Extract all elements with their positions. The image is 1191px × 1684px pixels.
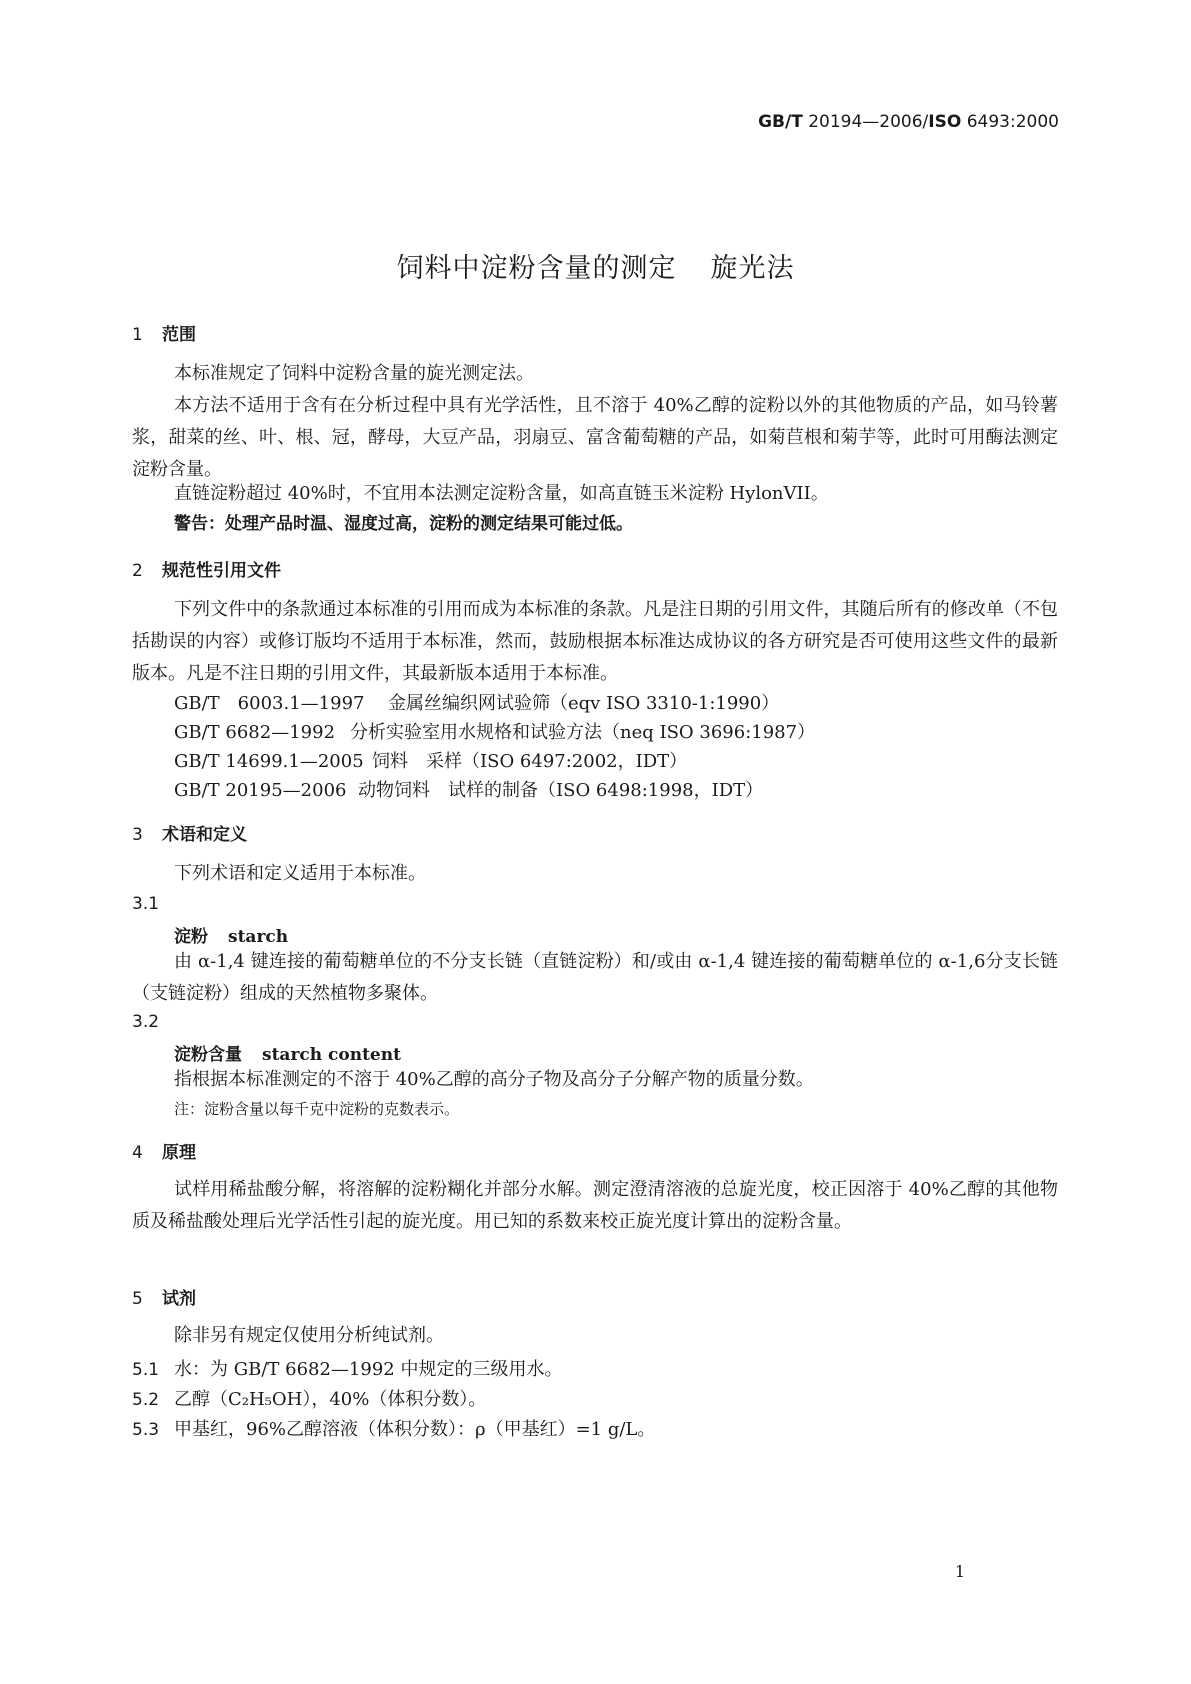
term-heading: 淀粉含量 starch content [174,1045,401,1065]
section-1-para-1: 本标准规定了饲料中淀粉含量的旋光测定法。 [174,363,534,384]
section-3-para-1: 下列术语和定义适用于本标准。 [174,863,426,884]
reagent-item: 5.2 乙醇（C₂H₅OH），40%（体积分数）。 [132,1389,487,1410]
section-5-para-1: 除非另有规定仅使用分析纯试剂。 [174,1325,444,1346]
standard-code: GB/T 20194—2006/ISO 6493:2000 [758,112,1059,132]
section-2-heading: 2 规范性引用文件 [132,561,281,581]
warning-text: 警告：处理产品时温、湿度过高，淀粉的测定结果可能过低。 [174,514,633,534]
section-4-para-1: 试样用稀盐酸分解，将溶解的淀粉糊化并部分水解。测定澄清溶液的总旋光度，校正因溶于 40%乙醇的其他物质及稀盐酸处理后光学活性引起的旋光度。用已知的系数来校正旋光度计算出的淀粉含量。 [132,1179,1058,1232]
title-main: 饲料中淀粉含量的测定 [396,253,677,284]
section-5-heading: 5 试剂 [132,1289,196,1309]
section-1-heading: 1 范围 [132,325,196,345]
section-2-para-1: 下列文件中的条款通过本标准的引用而成为本标准的条款。凡是注日期的引用文件，其随后所有的修改单（不包括勘误的内容）或修订版均不适用于本标准，然而，鼓励根据本标准达成协议的各方研究是否可使用这些文件的最新版本。凡是不注日期的引用文件，其最新版本适用于本标准。 [132,599,1058,684]
reagent-item: 5.3 甲基红，96%乙醇溶液（体积分数）：ρ（甲基红）=1 g/L。 [132,1419,656,1440]
section-1-para-2: 本方法不适用于含有在分析过程中具有光学活性，且不溶于 40%乙醇的淀粉以外的其他物质的产品，如马铃薯浆，甜菜的丝、叶、根、冠，酵母，大豆产品，羽扇豆、富含葡萄糖的产品，如菊苣根和菊芋等，此时可用酶法测定淀粉含量。 [132,395,1058,480]
section-3-heading: 3 术语和定义 [132,825,247,845]
term-number: 3.1 [132,894,160,914]
section-4-heading: 4 原理 [132,1143,196,1163]
title-method: 旋光法 [710,253,795,284]
section-1-para-3: 直链淀粉超过 40%时，不宜用本法测定淀粉含量，如高直链玉米淀粉 HylonVII。 [174,483,829,504]
reagent-item: 5.1 水：为 GB/T 6682—1992 中规定的三级用水。 [132,1359,563,1380]
reference-item: GB/T 14699.1—2005 饲料 采样（ISO 6497:2002，IDT） [174,751,688,772]
term-heading: 淀粉 starch [174,927,289,947]
page-title [0,246,1191,285]
term-note: 注：淀粉含量以每千克中淀粉的克数表示。 [174,1100,460,1118]
term-definition: 由 α-1,4 键连接的葡萄糖单位的不分支长链（直链淀粉）和/或由 α-1,4 键连接的葡萄糖单位的 α-1,6分支长链（支链淀粉）组成的天然植物多聚体。 [132,951,1058,1004]
reference-item: GB/T 6682—1992 分析实验室用水规格和试验方法（neq ISO 3696:1987） [174,722,816,743]
page-number: 1 [954,1562,965,1581]
reference-item: GB/T 20195—2006 动物饲料 试样的制备（ISO 6498:1998，IDT） [174,780,764,801]
term-number: 3.2 [132,1012,160,1032]
term-definition: 指根据本标准测定的不溶于 40%乙醇的高分子物及高分子分解产物的质量分数。 [174,1069,814,1090]
reference-item: GB/T 6003.1—1997 金属丝编织网试验筛（eqv ISO 3310-1:1990） [174,693,780,714]
